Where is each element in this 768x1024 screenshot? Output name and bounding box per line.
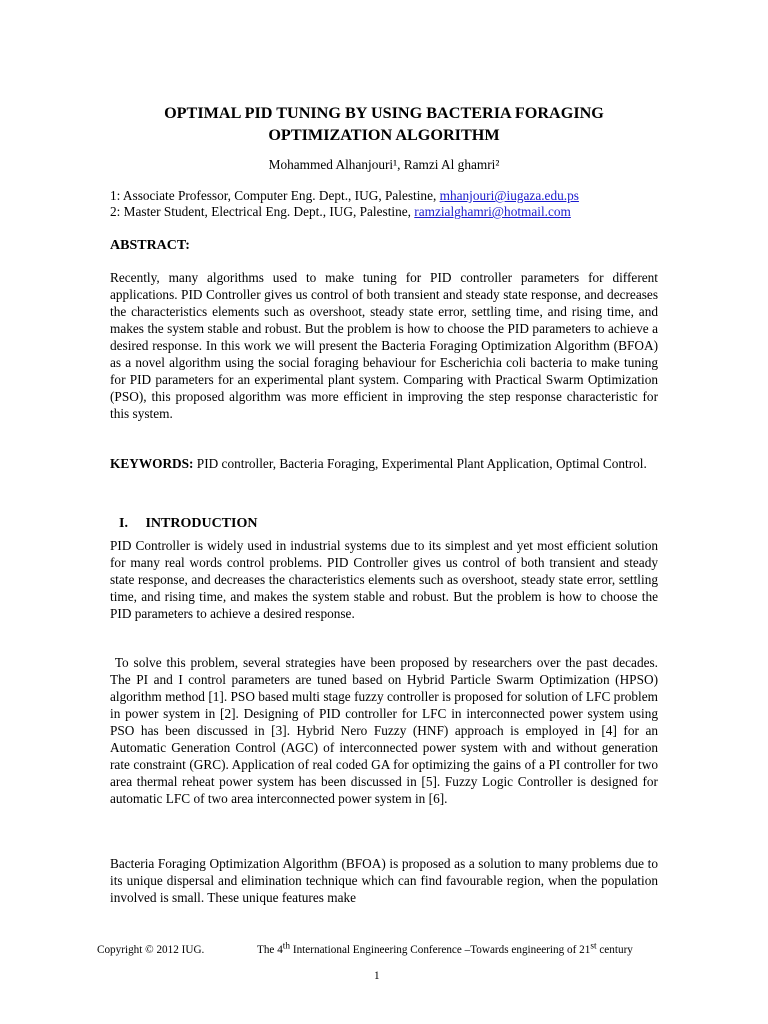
paper-authors: Mohammed Alhanjouri¹, Ramzi Al ghamri² — [268, 157, 500, 172]
intro-paragraph-2: To solve this problem, several strategies have been proposed by researchers over the past decades. The PI and I control parameters are tuned based on Hybrid Particle Swarm Optimization (HPSO) algorithm method [1]. PSO based multi stage fuzzy controller is proposed for solution of LFC problem in power system in [2]. Designing of PID controller for LFC in interconnected power system using PSO has been discussed in [3]. Hybrid Nero Fuzzy (HNF) approach is employed in [4] for an Automatic Generation Control (AGC) of interconnected power system with and without generation rate constraint (GRC). Application of real coded GA for optimizing the gains of a PI controller for two area thermal reheat power system has been discussed in [5]. Fuzzy Logic Controller is designed for automatic LFC of two area interconnected power system in [6]. — [110, 655, 658, 806]
page-footer — [97, 938, 697, 958]
affiliation-1-text: 1: Associate Professor, Computer Eng. Dept., IUG, Palestine, — [110, 188, 440, 203]
intro-paragraph-1: PID Controller is widely used in industrial systems due to its simplest and yet most efficient solution for many real words control problems. PID Controller gives us control of both transient and steady state response, and decreases the characteristics elements such as overshoot, steady state error, settling time, and rising time, and makes the system stable and robust. But the problem is how to choose the PID parameters to achieve a desired response. — [110, 538, 658, 621]
keywords-paragraph — [110, 455, 658, 472]
footer-conference-part-b: International Engineering Conference –Towards engineering of 21 — [290, 943, 591, 956]
page-number: 1 — [374, 970, 380, 982]
affiliation-2-text: 2: Master Student, Electrical Eng. Dept., IUG, Palestine, — [110, 204, 415, 219]
affiliations — [110, 188, 658, 220]
affiliation-2 — [110, 204, 658, 220]
abstract-text: Recently, many algorithms used to make tuning for PID controller parameters for different applications. PID Controller gives us control of both transient and steady state response, and decreases the characteristics elements such as overshoot, steady state error, settling time, and rising time, and makes the system stable and robust. But the problem is how to choose the PID parameters to achieve a desired response. In this work we will present the Bacteria Foraging Optimization Algorithm (BFOA) as a novel algorithm using the social foraging behaviour for Escherichia coli bacteria to make tuning for PID parameters for an experimental plant system. Comparing with Practical Swarm Optimization (PSO), this proposed algorithm was more efficient in improving the step response characteristic for this system. — [110, 270, 658, 421]
footer-conference-part-c: century — [596, 943, 633, 956]
footer-conference-part-a: The 4 — [257, 943, 283, 956]
keywords-text: PID controller, Bacteria Foraging, Experimental Plant Application, Optimal Control. — [193, 456, 647, 471]
abstract-heading: ABSTRACT: — [110, 238, 190, 253]
intro-paragraph-3: Bacteria Foraging Optimization Algorithm (BFOA) is proposed as a solution to many problems due to its unique dispersal and elimination technique which can find favourable region, when the population involved is small. These unique features make — [110, 856, 658, 905]
affiliation-2-email-link[interactable]: ramzialghamri@hotmail.com — [414, 204, 571, 219]
footer-sup-st: st — [590, 941, 597, 951]
footer-copyright: Copyright © 2012 IUG. — [97, 943, 205, 956]
affiliation-1 — [110, 188, 658, 204]
keywords-label: KEYWORDS: — [110, 456, 194, 471]
footer-conference — [257, 941, 633, 956]
affiliation-1-email-link[interactable]: mhanjouri@iugaza.edu.ps — [439, 188, 579, 203]
footer-sup-th: th — [282, 941, 291, 951]
introduction-heading: I. INTRODUCTION — [119, 516, 258, 531]
paper-title: OPTIMAL PID TUNING BY USING BACTERIA FORAGING OPTIMIZATION ALGORITHM — [164, 104, 604, 144]
